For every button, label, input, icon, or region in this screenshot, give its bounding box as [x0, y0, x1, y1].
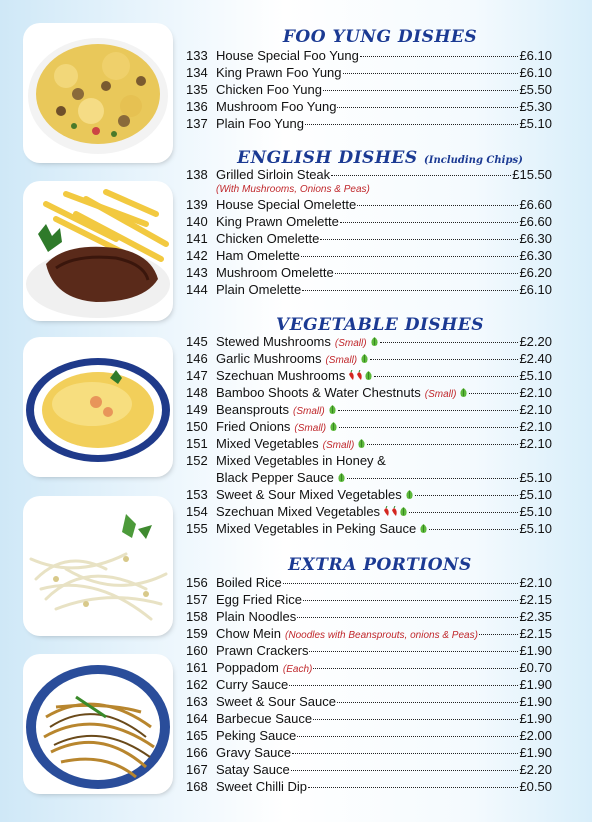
- menu-item: [186, 65, 552, 82]
- chilli-icon: [391, 505, 398, 520]
- dot-leader: [331, 175, 511, 176]
- item-number: 138: [186, 167, 208, 182]
- item-price: £5.10: [519, 116, 552, 131]
- dot-leader: [429, 529, 518, 530]
- menu-item: [186, 351, 552, 368]
- item-name: Mushroom Foo Yung: [216, 99, 337, 114]
- dot-leader: [357, 205, 518, 206]
- dot-leader: [337, 702, 518, 703]
- menu-item: [186, 453, 552, 470]
- item-note: (Noodles with Beansprouts, onions & Peas): [285, 630, 478, 641]
- menu-item: [186, 762, 552, 779]
- item-name: Prawn Crackers: [216, 643, 309, 658]
- section-title-extra-portions: EXTRA PORTIONS: [288, 555, 472, 575]
- chilli-icon: [348, 369, 355, 384]
- menu-item: [186, 436, 552, 453]
- menu-item: [186, 265, 552, 282]
- dietary-icons: [383, 505, 408, 520]
- item-number: 152: [186, 453, 208, 468]
- dot-leader: [469, 393, 518, 394]
- item-price: £1.90: [519, 711, 552, 726]
- menu-item: [186, 419, 552, 436]
- item-name: Garlic Mushrooms: [216, 351, 322, 366]
- item-price: £2.35: [519, 609, 552, 624]
- item-number: 167: [186, 762, 208, 777]
- dot-leader: [335, 273, 519, 274]
- menu-item: [186, 48, 552, 65]
- dot-leader: [309, 651, 518, 652]
- item-name: House Special Omelette: [216, 197, 357, 212]
- item-number: 149: [186, 402, 208, 417]
- menu-item: [186, 575, 552, 592]
- item-number: 135: [186, 82, 208, 97]
- item-price: £5.10: [519, 504, 552, 519]
- item-name: Fried Onions: [216, 419, 291, 434]
- item-name: Bamboo Shoots & Water Chestnuts: [216, 385, 421, 400]
- vegetarian-icon: [328, 403, 337, 418]
- chow-mein-photo: [26, 657, 170, 791]
- menu-item: [186, 197, 552, 214]
- menu-item-continued: [186, 470, 552, 487]
- item-number: 166: [186, 745, 208, 760]
- item-name: Mushroom Omelette: [216, 265, 334, 280]
- item-price: £6.60: [519, 214, 552, 229]
- item-name-continued: Black Pepper Sauce: [216, 470, 334, 485]
- item-name: Sweet Chilli Dip: [216, 779, 308, 794]
- dot-leader: [308, 787, 518, 788]
- item-name: Chicken Omelette: [216, 231, 320, 246]
- item-price: £2.40: [519, 351, 552, 366]
- item-number: 155: [186, 521, 208, 536]
- vegetarian-icon: [399, 505, 408, 520]
- item-name: Poppadom: [216, 660, 279, 675]
- item-price: £6.20: [519, 265, 552, 280]
- item-name: Szechuan Mixed Vegetables: [216, 504, 381, 519]
- chilli-icon: [356, 369, 363, 384]
- item-number: 146: [186, 351, 208, 366]
- item-subnote: (With Mushrooms, Onions & Peas): [216, 184, 370, 195]
- item-number: 159: [186, 626, 208, 641]
- dot-leader: [292, 753, 518, 754]
- item-price: £2.20: [519, 334, 552, 349]
- dot-leader: [360, 56, 519, 57]
- item-name: Boiled Rice: [216, 575, 282, 590]
- item-number: 162: [186, 677, 208, 692]
- item-number: 144: [186, 282, 208, 297]
- item-number: 150: [186, 419, 208, 434]
- item-price: £5.10: [519, 470, 552, 485]
- item-name: Stewed Mushrooms: [216, 334, 331, 349]
- item-name: Satay Sauce: [216, 762, 290, 777]
- item-price: £2.20: [519, 762, 552, 777]
- item-number: 143: [186, 265, 208, 280]
- item-name: Egg Fried Rice: [216, 592, 302, 607]
- vegetarian-icon: [329, 420, 338, 435]
- menu-item: [186, 116, 552, 133]
- menu-item: [186, 626, 552, 643]
- item-price: £5.50: [519, 82, 552, 97]
- section-title-foo-yung: FOO YUNG DISHES: [282, 27, 478, 47]
- menu-item: [186, 334, 552, 351]
- item-number: 163: [186, 694, 208, 709]
- dot-leader: [374, 376, 518, 377]
- menu-item: [186, 214, 552, 231]
- item-name: Beansprouts: [216, 402, 289, 417]
- item-price: £5.10: [519, 521, 552, 536]
- dot-leader: [313, 719, 518, 720]
- menu-item: [186, 745, 552, 762]
- dot-leader: [291, 770, 519, 771]
- item-name: Plain Noodles: [216, 609, 297, 624]
- foo-yung-photo: [26, 26, 170, 160]
- item-price: £5.10: [519, 368, 552, 383]
- dot-leader: [340, 222, 519, 223]
- item-price: £6.60: [519, 197, 552, 212]
- dot-leader: [289, 685, 518, 686]
- item-name: King Prawn Omelette: [216, 214, 339, 229]
- menu-list-vegetable: [186, 334, 552, 538]
- menu-item: [186, 167, 552, 184]
- dot-leader: [303, 600, 518, 601]
- dot-leader: [479, 634, 519, 635]
- item-price: £2.10: [519, 402, 552, 417]
- item-name: Sweet & Sour Mixed Vegetables: [216, 487, 402, 502]
- item-name: Ham Omelette: [216, 248, 300, 263]
- item-name: Grilled Sirloin Steak: [216, 167, 331, 182]
- dot-leader: [367, 444, 518, 445]
- menu-item: [186, 660, 552, 677]
- dietary-icons: [348, 369, 373, 384]
- item-name: Sweet & Sour Sauce: [216, 694, 336, 709]
- dot-leader: [302, 290, 518, 291]
- item-number: 156: [186, 575, 208, 590]
- dietary-icons: [328, 403, 337, 418]
- item-number: 165: [186, 728, 208, 743]
- item-number: 137: [186, 116, 208, 131]
- item-price: £2.10: [519, 436, 552, 451]
- menu-item: [186, 402, 552, 419]
- item-number: 157: [186, 592, 208, 607]
- item-price: £0.70: [519, 660, 552, 675]
- dietary-icons: [357, 437, 366, 452]
- item-price: £6.10: [519, 282, 552, 297]
- dot-leader: [415, 495, 519, 496]
- menu-item: [186, 779, 552, 796]
- menu-item: [186, 231, 552, 248]
- item-note: (Small): [293, 406, 325, 417]
- menu-item: [186, 487, 552, 504]
- menu-item: [186, 385, 552, 402]
- section-title-english: ENGLISH DISHES (Including Chips): [237, 148, 523, 168]
- dot-leader: [339, 427, 518, 428]
- dot-leader: [409, 512, 518, 513]
- item-note: (Small): [294, 423, 327, 434]
- dot-leader: [320, 239, 518, 240]
- menu-item: [186, 677, 552, 694]
- menu-item: [186, 592, 552, 609]
- item-number: 141: [186, 231, 208, 246]
- dietary-icons: [370, 335, 379, 350]
- dietary-icons: [337, 471, 346, 486]
- menu-item: [186, 609, 552, 626]
- item-number: 142: [186, 248, 208, 263]
- item-note: (Small): [322, 440, 355, 451]
- menu-item: [186, 728, 552, 745]
- dot-leader: [301, 256, 519, 257]
- menu-item: [186, 521, 552, 538]
- menu-item: [186, 694, 552, 711]
- item-price: £5.30: [519, 99, 552, 114]
- menu-item: [186, 248, 552, 265]
- vegetarian-icon: [405, 488, 414, 503]
- section-title-vegetable: VEGETABLE DISHES: [276, 315, 484, 335]
- item-name: Curry Sauce: [216, 677, 289, 692]
- item-price: £1.90: [519, 643, 552, 658]
- menu-list-foo-yung: [186, 48, 552, 133]
- vegetarian-icon: [360, 352, 369, 367]
- item-name: King Prawn Foo Yung: [216, 65, 342, 80]
- menu-item: [186, 282, 552, 299]
- item-name: Plain Omelette: [216, 282, 302, 297]
- dietary-icons: [360, 352, 369, 367]
- vegetarian-icon: [364, 369, 373, 384]
- menu-item: [186, 643, 552, 660]
- vegetarian-icon: [357, 437, 366, 452]
- item-name: Chow Mein: [216, 626, 282, 641]
- item-price: £1.90: [519, 694, 552, 709]
- item-price: £0.50: [519, 779, 552, 794]
- menu-list-english: [186, 167, 552, 299]
- item-name: Mixed Vegetables: [216, 436, 319, 451]
- item-note: (Small): [424, 389, 457, 400]
- dot-leader: [338, 410, 519, 411]
- item-number: 136: [186, 99, 208, 114]
- item-price: £1.90: [519, 677, 552, 692]
- item-name: Mixed Vegetables in Peking Sauce: [216, 521, 417, 536]
- vegetarian-icon: [459, 386, 468, 401]
- vegetarian-icon: [370, 335, 379, 350]
- item-name: Chicken Foo Yung: [216, 82, 322, 97]
- item-price: £6.30: [519, 248, 552, 263]
- item-number: 139: [186, 197, 208, 212]
- menu-item: [186, 711, 552, 728]
- item-number: 153: [186, 487, 208, 502]
- dot-leader: [347, 478, 519, 479]
- item-note: (Each): [282, 664, 313, 675]
- vegetarian-icon: [419, 522, 428, 537]
- chilli-icon: [383, 505, 390, 520]
- menu-list-extra-portions: [186, 575, 552, 796]
- item-name: Plain Foo Yung: [216, 116, 304, 131]
- dot-leader: [337, 107, 518, 108]
- item-price: £2.10: [519, 385, 552, 400]
- item-number: 133: [186, 48, 208, 63]
- item-name: Peking Sauce: [216, 728, 297, 743]
- item-price: £2.15: [519, 592, 552, 607]
- item-number: 160: [186, 643, 208, 658]
- item-name: Szechuan Mushrooms: [216, 368, 346, 383]
- sirloin-steak-photo: [26, 184, 170, 318]
- menu-item: [186, 368, 552, 385]
- omelette-photo: [26, 340, 170, 474]
- beansprouts-photo: [26, 499, 170, 633]
- dot-leader: [297, 736, 518, 737]
- item-note: (Small): [325, 355, 358, 366]
- dot-leader: [313, 668, 518, 669]
- item-price: £2.10: [519, 575, 552, 590]
- item-price: £6.10: [519, 48, 552, 63]
- dot-leader: [343, 73, 519, 74]
- dot-leader: [370, 359, 518, 360]
- item-price: £15.50: [512, 167, 552, 182]
- item-number: 151: [186, 436, 208, 451]
- section-note-including-chips: (Including Chips): [424, 155, 523, 166]
- dot-leader: [380, 342, 519, 343]
- item-number: 161: [186, 660, 208, 675]
- item-number: 168: [186, 779, 208, 794]
- item-note: (Small): [334, 338, 367, 349]
- menu-item: [186, 82, 552, 99]
- item-name: Mixed Vegetables in Honey &: [216, 453, 386, 468]
- item-price: £5.10: [519, 487, 552, 502]
- menu-item: [186, 504, 552, 521]
- item-number: 158: [186, 609, 208, 624]
- item-price: £2.15: [519, 626, 552, 641]
- menu-item: [186, 99, 552, 116]
- dot-leader: [305, 124, 519, 125]
- item-name: Barbecue Sauce: [216, 711, 313, 726]
- dietary-icons: [329, 420, 338, 435]
- dietary-icons: [459, 386, 468, 401]
- vegetarian-icon: [337, 471, 346, 486]
- item-number: 140: [186, 214, 208, 229]
- item-price: £6.30: [519, 231, 552, 246]
- item-name: House Special Foo Yung: [216, 48, 359, 63]
- dot-leader: [323, 90, 518, 91]
- item-number: 148: [186, 385, 208, 400]
- item-price: £1.90: [519, 745, 552, 760]
- item-name: Gravy Sauce: [216, 745, 292, 760]
- item-price: £6.10: [519, 65, 552, 80]
- dot-leader: [283, 583, 519, 584]
- item-number: 154: [186, 504, 208, 519]
- item-number: 164: [186, 711, 208, 726]
- dietary-icons: [419, 522, 428, 537]
- dot-leader: [297, 617, 518, 618]
- item-price: £2.10: [519, 419, 552, 434]
- item-number: 145: [186, 334, 208, 349]
- dietary-icons: [405, 488, 414, 503]
- item-price: £2.00: [519, 728, 552, 743]
- item-number: 134: [186, 65, 208, 80]
- item-number: 147: [186, 368, 208, 383]
